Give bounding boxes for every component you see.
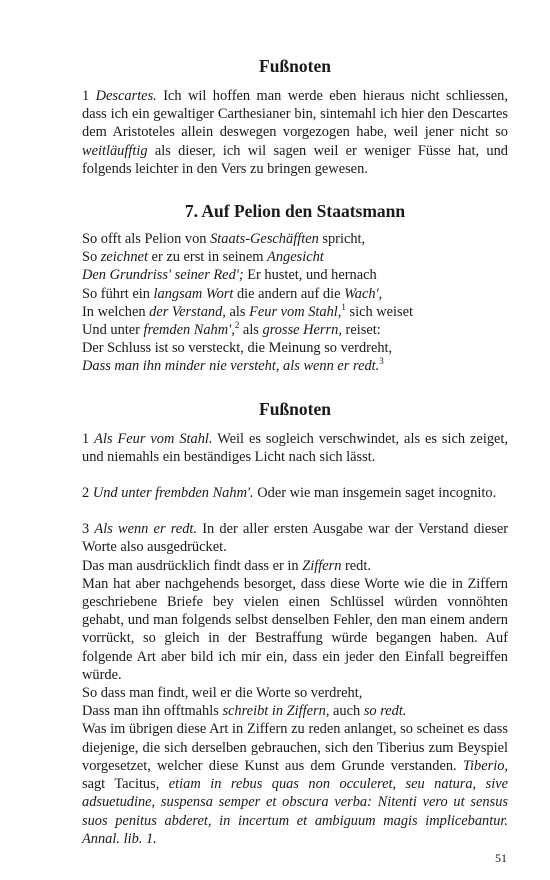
poem-line: So zeichnet er zu erst in seinem Angesicht [82,249,324,266]
footnote-text: Ich wil hoffen man werde eben hieraus nicht schliessen, dass ich ein gewaltiger Carthesianer bin, sintemahl ich hier den Descartes dem Aristoteles allein deswegen vorgezogen habe, weil jener nicht so [82,88,508,141]
poem-title: 7. Auf Pelion den Staatsmann [184,201,406,222]
footnotes-heading: Fußnoten [259,398,331,419]
footnote-lemma: Descartes. [95,88,157,104]
poem-line: Dass man ihn minder nie versteht, als wenn er redt.$^3$ [82,356,384,375]
footnote-3-verse: Dass man ihn offtmahls schreibt in Ziffern, auch so redt. [82,703,407,720]
footnote-ref: 3 [379,356,384,367]
footnote-number: 1 [82,88,90,104]
footnote-italic-word: weitläufftig [82,142,148,159]
poem-line: In welchen der Verstand, als Feur vom Stahl,$^1$ sich weiset [82,302,414,320]
footnote-3-paragraph: Was im übrigen diese Art in Ziffern zu reden anlanget, so scheinet es dass diejenige, die sich derselben gebrauchen, sich den Tiberius zum Beyspiel vorgesetzet, welcher diese Kunst aus dem Grunde verstanden. Tiberio, sagt Tacitus, etiam in rebus quas non occuleret, seu natura, sive adsuetudine, suspensa semper et obscura verba: Nitenti vero ut sensus suos penitus abderet, in incertum et ambiguum magis implicebantur. Annal. lib. 1. [82,721,508,847]
poem-line: So führt ein langsam Wort die andern auf die Wach', [82,285,383,302]
footnote-ref: 1 [341,302,346,313]
poem-body [82,230,508,376]
poem-line: Der Schluss ist so versteckt, die Meinung so verdreht, [82,340,393,357]
footnote-3-paragraph: Man hat aber nachgehends besorget, dass diese Worte wie die in Ziffern geschriebene Briefe bey vielen einen Schlüssel würden vonnöhten gehabt, und man folgends selbst denselben Fehler, den man einem andern vorrückt, so gleich in der Bestraffung würde begangen haben. Auf folgende Art aber bild ich mir ein, dass ein jeder den Einfall begreiffen würde. [82,575,508,683]
footnotes-heading: Fußnoten [259,56,331,76]
poem-line: Und unter fremden Nahm',$^2$ als grosse Herrn, reiset: [82,320,381,339]
footnote-3: 3 Als wenn er redt. In der aller ersten Ausgabe war der Verstand dieser Worte also ausgedrücket. [82,521,508,556]
footnote-2: 2 Und unter frembden Nahm'. Oder wie man insgemein saget incognito. [82,485,497,502]
footnote-1: 1 Als Feur vom Stahl. Weil es sogleich verschwindet, als es sich zeiget, und niemahls ein beständiges Licht nach sich lässt. [82,430,508,465]
page-number: 51 [495,851,507,865]
footnote-text-continued: als dieser, ich wil sagen weil er weniger Füsse hat, und folgends leichter in den Vers zu bringen gewesen. [82,142,508,177]
footnote-3-line: Das man ausdrücklich findt dass er in Ziffern redt. [82,557,371,574]
footnote-ref: 2 [234,320,240,331]
poem-line: So offt als Pelion von Staats-Geschäfften spricht, [82,231,366,248]
footnote-descartes [82,87,508,178]
footnote-3-verse: So dass man findt, weil er die Worte so verdreht, [82,685,363,702]
poem-line: Den Grundriss' seiner Red'; Er hustet, und hernach [82,267,377,284]
